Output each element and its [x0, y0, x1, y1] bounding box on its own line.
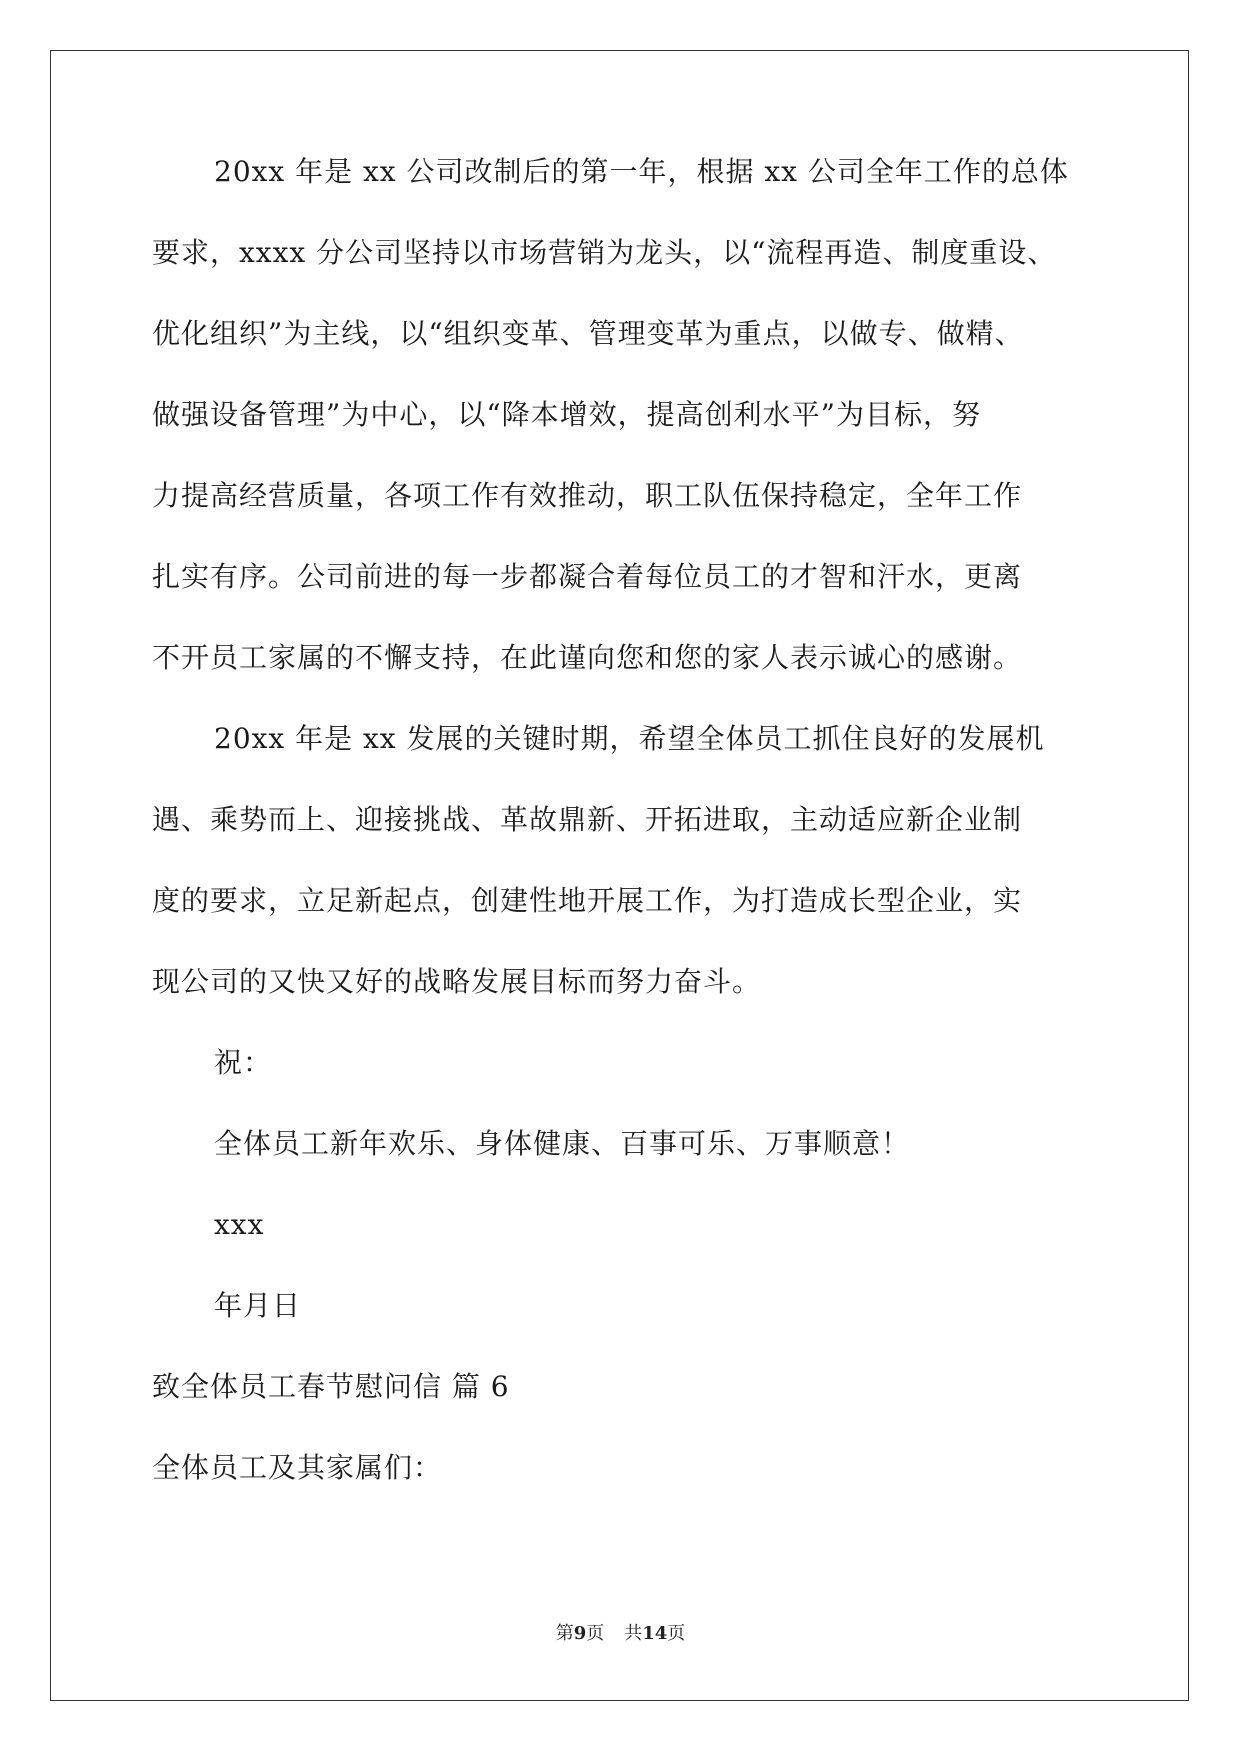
paragraph-2-line-4: 现公司的又快又好的战略发展目标而努力奋斗。 — [152, 965, 762, 998]
paragraph-1-line-6: 扎实有序。公司前进的每一步都凝合着每位员工的才智和汗水，更离 — [152, 560, 1023, 593]
section-title: 致全体员工春节慰问信 篇 6 — [152, 1370, 510, 1403]
page-prefix: 第 — [555, 1623, 574, 1644]
paragraph-1-line-1: 20xx 年是 xx 公司改制后的第一年，根据 xx 公司全年工作的总体 — [214, 155, 1069, 188]
page-number: 9 — [573, 1623, 587, 1644]
paragraph-1-line-2: 要求，xxxx 分公司坚持以市场营销为龙头，以“流程再造、制度重设、 — [152, 236, 1057, 269]
paragraph-1-line-7: 不开员工家属的不懈支持，在此谨向您和您的家人表示诚心的感谢。 — [152, 641, 1023, 674]
letter-date: 年月日 — [214, 1289, 302, 1322]
paragraph-1-line-5: 力提高经营质量，各项工作有效推动，职工队伍保持稳定，全年工作 — [152, 479, 1023, 512]
paragraph-2-line-1: 20xx 年是 xx 发展的关键时期，希望全体员工抓住良好的发展机 — [214, 722, 1045, 755]
total-suffix: 页 — [667, 1623, 686, 1644]
closing-wishes: 全体员工新年欢乐、身体健康、百事可乐、万事顺意！ — [214, 1127, 911, 1160]
paragraph-1-line-4: 做强设备管理”为中心，以“降本增效，提高创利水平”为目标，努 — [152, 398, 981, 431]
page-suffix: 页 — [586, 1623, 605, 1644]
signature: xxx — [214, 1208, 265, 1241]
total-prefix: 共 — [624, 1623, 643, 1644]
salutation: 全体员工及其家属们： — [152, 1451, 443, 1484]
page-footer — [0, 1622, 1241, 1646]
paragraph-2-line-2: 遇、乘势而上、迎接挑战、革故鼎新、开拓进取，主动适应新企业制 — [152, 803, 1023, 836]
closing-greeting: 祝： — [214, 1046, 273, 1079]
paragraph-2-line-3: 度的要求，立足新起点，创建性地开展工作，为打造成长型企业，实 — [152, 884, 1023, 917]
paragraph-1-line-3: 优化组织”为主线，以“组织变革、管理变革为重点，以做专、做精、 — [152, 317, 1024, 350]
total-pages: 14 — [642, 1623, 668, 1644]
